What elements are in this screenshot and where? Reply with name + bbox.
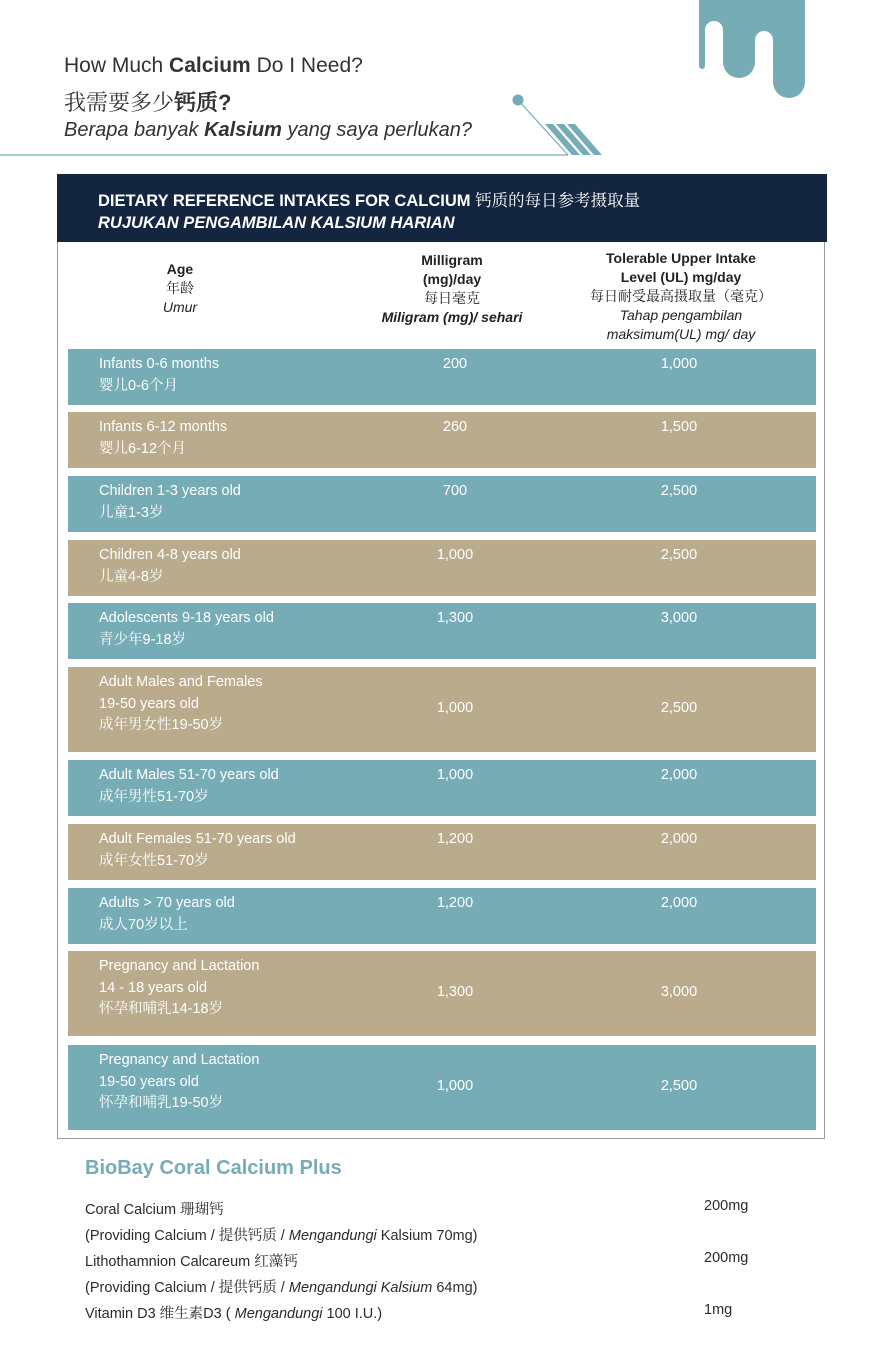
table-row: Pregnancy and Lactation 19-50 years old 怀孕和哺乳19-50岁 1,000 2,500 [68, 1045, 816, 1130]
table-banner [57, 174, 827, 242]
table-row: Adult Females 51-70 years old 成年女性51-70岁 1,200 2,000 [68, 824, 816, 880]
upper-limit-value: 1,500 [660, 419, 698, 435]
column-header-upper-limit: Tolerable Upper Intake Level (UL) mg/day 每日耐受最高摄取量（毫克） Tahap pengambilan maksimum(UL) mg/ day [590, 250, 772, 342]
upper-limit-value: 2,500 [660, 1078, 698, 1094]
milligram-value: 700 [442, 483, 468, 499]
upper-limit-value: 2,000 [660, 767, 698, 783]
table-row: Adult Males 51-70 years old 成年男性51-70岁 1,000 2,000 [68, 760, 816, 816]
upper-limit-value: 3,000 [660, 984, 698, 1000]
upper-limit-value: 2,000 [660, 895, 698, 911]
ingredient-amount: 1mg [704, 1302, 733, 1318]
table-row: Infants 6-12 months 婴儿6-12个月 260 1,500 [68, 412, 816, 468]
milligram-value: 1,000 [436, 547, 474, 563]
table-row: Adults > 70 years old 成人70岁以上 1,200 2,000 [68, 888, 816, 944]
title-chinese: 我需要多少钙质? [64, 90, 232, 115]
title-english: How Much Calcium Do I Need? [64, 54, 363, 77]
milligram-value: 260 [442, 419, 468, 435]
column-header-milligram: Milligram (mg)/day 每日毫克 Miligram (mg)/ sehari [381, 252, 523, 325]
milligram-value: 1,000 [436, 1078, 474, 1094]
ingredient-note: (Providing Calcium / 提供钙质 / Mengandungi Kalsium 64mg) [85, 1280, 478, 1296]
upper-limit-value: 3,000 [660, 610, 698, 626]
milligram-value: 1,200 [436, 895, 474, 911]
upper-limit-value: 2,000 [660, 831, 698, 847]
title-malay: Berapa banyak Kalsium yang saya perlukan? [64, 119, 473, 141]
milligram-value: 1,200 [436, 831, 474, 847]
ingredient-amount: 200mg [704, 1198, 749, 1214]
table-row: Infants 0-6 months 婴儿0-6个月 200 1,000 [68, 349, 816, 405]
table-row: Children 4-8 years old 儿童4-8岁 1,000 2,500 [68, 540, 816, 596]
table-row: Children 1-3 years old 儿童1-3岁 700 2,500 [68, 476, 816, 532]
table-row: Pregnancy and Lactation 14 - 18 years old 怀孕和哺乳14-18岁 1,300 3,000 [68, 951, 816, 1036]
column-header-age: Age 年龄 Umur [162, 261, 198, 315]
ingredient-line: Vitamin D3 维生素D3 ( Mengandungi 100 I.U.) [85, 1306, 383, 1322]
ingredient-line: Coral Calcium 珊瑚钙 [85, 1202, 224, 1218]
banner-title: DIETARY REFERENCE INTAKES FOR CALCIUM [98, 192, 471, 210]
milligram-value: 1,000 [436, 700, 474, 716]
table-row: Adult Males and Females 19-50 years old 成年男女性19-50岁 1,000 2,500 [68, 667, 816, 752]
upper-limit-value: 1,000 [660, 356, 698, 372]
milligram-value: 1,300 [436, 984, 474, 1000]
ingredient-amount: 200mg [704, 1250, 749, 1266]
upper-limit-value: 2,500 [660, 483, 698, 499]
milligram-value: 1,300 [436, 610, 474, 626]
milligram-value: 1,000 [436, 767, 474, 783]
banner-title-malay: RUJUKAN PENGAMBILAN KALSIUM HARIAN [98, 214, 455, 232]
milligram-value: 200 [442, 356, 468, 372]
table-row: Adolescents 9-18 years old 青少年9-18岁 1,300 3,000 [68, 603, 816, 659]
upper-limit-value: 2,500 [660, 547, 698, 563]
ingredient-line: Lithothamnion Calcareum 红藻钙 [85, 1254, 298, 1270]
product-title: BioBay Coral Calcium Plus [85, 1157, 342, 1179]
decorative-logo-shape [699, 0, 805, 98]
upper-limit-value: 2,500 [660, 700, 698, 716]
banner-title-cn: 钙质的每日参考摄取量 [475, 192, 641, 210]
ingredient-note: (Providing Calcium / 提供钙质 / Mengandungi Kalsium 70mg) [85, 1228, 478, 1244]
